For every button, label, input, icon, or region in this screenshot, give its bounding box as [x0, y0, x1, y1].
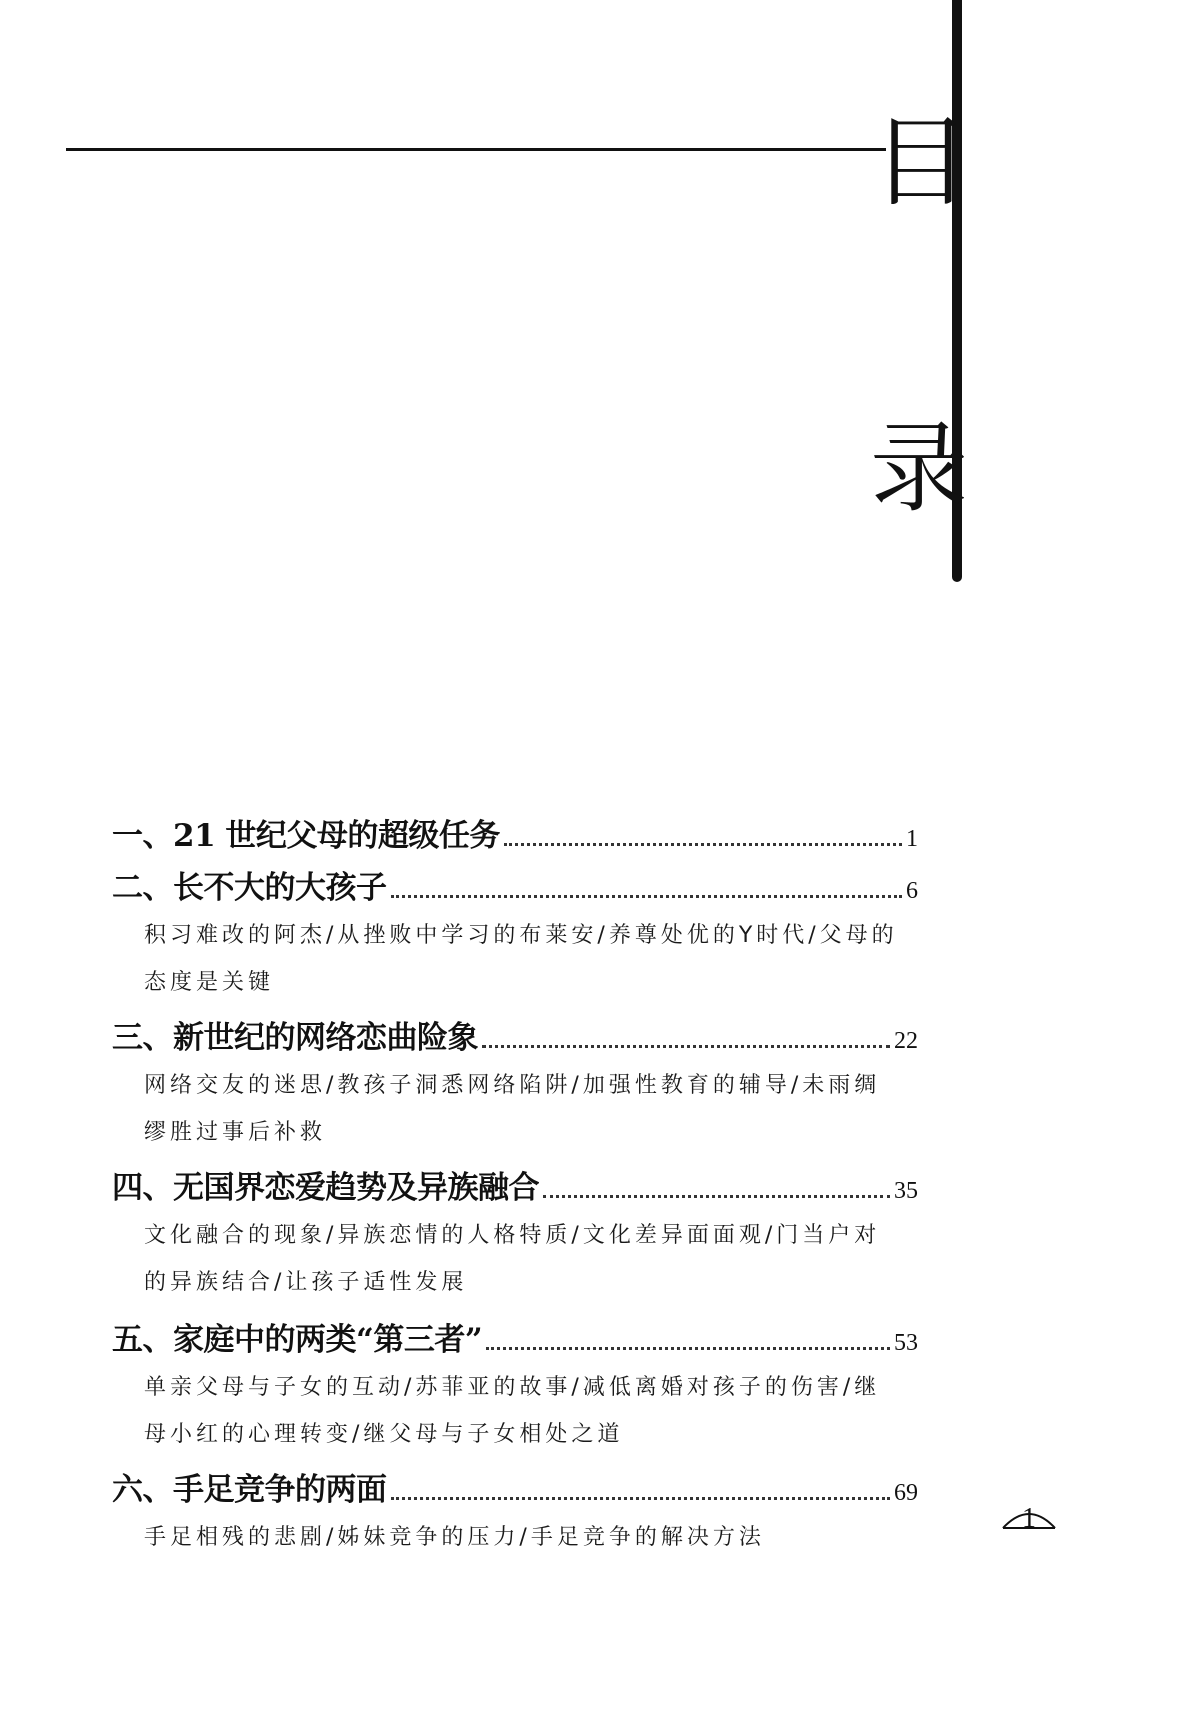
- chapter-line[interactable]: [112, 862, 918, 910]
- dot-leader: [391, 1497, 891, 1500]
- chapter-line[interactable]: [112, 1012, 918, 1060]
- chapter-line[interactable]: [112, 810, 918, 858]
- chapter-line[interactable]: [112, 1464, 918, 1512]
- toc-entry: [112, 1314, 918, 1458]
- chapter-title: 五、家庭中的两类“第三者”: [112, 1322, 483, 1358]
- toc-title-char-2: 录: [870, 412, 969, 526]
- toc-entry: [112, 1464, 918, 1561]
- dot-leader: [504, 843, 902, 846]
- toc-entry: [112, 1162, 918, 1306]
- chapter-subtopics: 单亲父母与子女的互动/苏菲亚的故事/减低离婚对孩子的伤害/继母小红的心理转变/继父母与子女相处之道: [144, 1375, 881, 1447]
- dot-leader: [543, 1195, 890, 1198]
- chapter-line[interactable]: [112, 1162, 918, 1210]
- dot-leader: [486, 1347, 890, 1350]
- chapter-title: 六、手足竞争的两面: [112, 1472, 387, 1508]
- table-of-contents: [112, 810, 918, 1561]
- page-number: 1: [906, 826, 918, 852]
- chapter-subtopics: 网络交友的迷思/教孩子洞悉网络陷阱/加强性教育的辅导/未雨绸缪胜过事后补救: [144, 1073, 881, 1145]
- toc-title-char-1: 目: [872, 106, 971, 220]
- dot-leader: [482, 1045, 890, 1048]
- page-number-marker: [1000, 1498, 1058, 1534]
- chapter-title: 一、21 世纪父母的超级任务: [112, 818, 500, 854]
- chapter-subtopics: 积习难改的阿杰/从挫败中学习的布莱安/养尊处优的Y时代/父母的态度是关键: [144, 923, 898, 995]
- chapter-title: 三、新世纪的网络恋曲险象: [112, 1020, 478, 1056]
- page-number: 22: [894, 1028, 918, 1054]
- chapter-title: 二、长不大的大孩子: [112, 870, 387, 906]
- page-number: 69: [894, 1480, 918, 1506]
- toc-entry: [112, 862, 918, 1006]
- chapter-title: 四、无国界恋爱趋势及异族融合: [112, 1170, 539, 1206]
- chapter-subtopics: 文化融合的现象/异族恋情的人格特质/文化差异面面观/门当户对的异族结合/让孩子适性发展: [144, 1223, 881, 1295]
- dot-leader: [391, 895, 903, 898]
- toc-entry: [112, 810, 918, 858]
- chapter-subtopics: 手足相残的悲剧/姊妹竞争的压力/手足竞争的解决方法: [144, 1525, 765, 1550]
- page-number: 53: [894, 1330, 918, 1356]
- toc-entry: [112, 1012, 918, 1156]
- title-rule-horizontal: [66, 148, 886, 151]
- chapter-line[interactable]: [112, 1314, 918, 1362]
- page-number: 35: [894, 1178, 918, 1204]
- page-number: 6: [906, 878, 918, 904]
- page-number-footer: 1: [1022, 1503, 1036, 1534]
